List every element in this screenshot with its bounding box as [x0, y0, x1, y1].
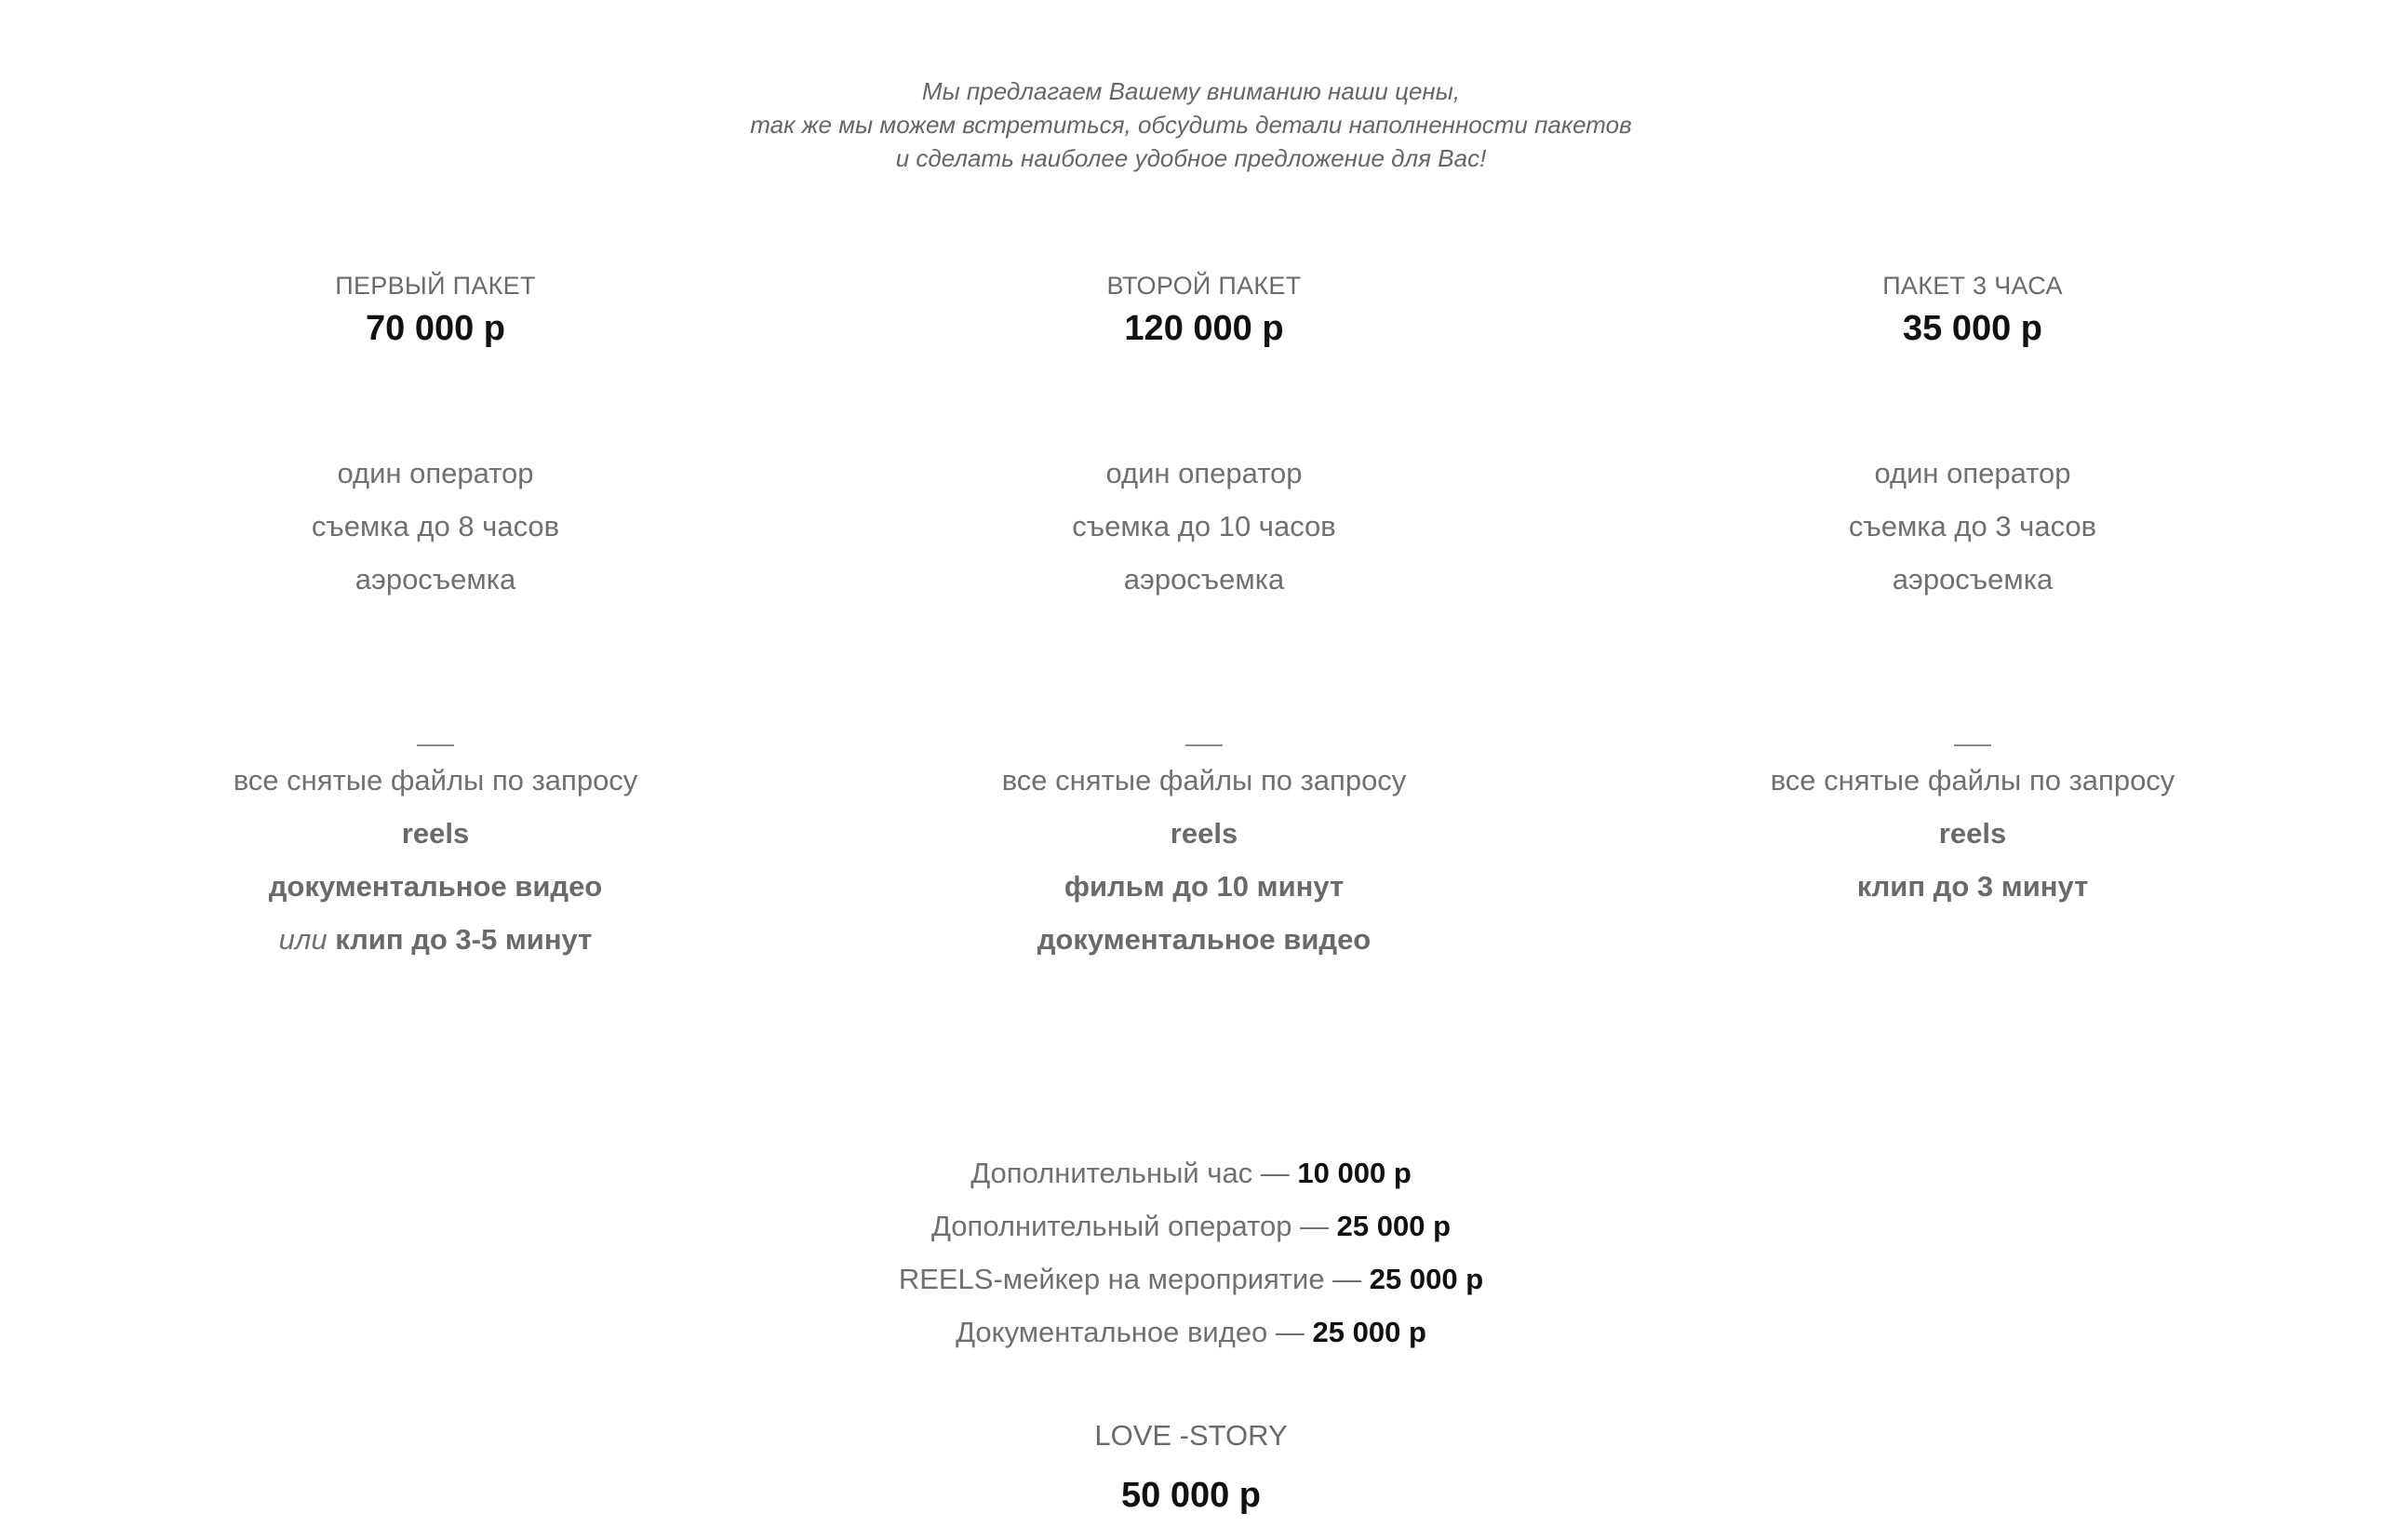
deliverable-item: все снятые файлы по запросу [1770, 764, 2175, 797]
package-price: 120 000 р [1124, 309, 1284, 348]
package-title: ПЕРВЫЙ ПАКЕТ [335, 272, 536, 300]
feature-item: один оператор [337, 457, 534, 489]
extra-row [0, 1306, 2382, 1359]
deliverable-text: клип до 3-5 минут [335, 923, 593, 956]
feature-item: съемка до 10 часов [1072, 510, 1336, 542]
feature-item: аэросъемка [1123, 563, 1285, 596]
package-features [1647, 447, 2298, 606]
intro-text [0, 74, 2382, 175]
package-first [110, 268, 761, 966]
package-deliverables [1647, 754, 2298, 913]
intro-line: так же мы можем встретиться, обсудить детали наполненности пакетов [750, 111, 1632, 139]
extra-label: REELS-мейкер на мероприятие — [898, 1263, 1370, 1295]
extra-label: Дополнительный час — [970, 1157, 1298, 1189]
deliverable-item: все снятые файлы по запросу [1001, 764, 1407, 797]
deliverable-item: документальное видео [1037, 923, 1372, 956]
deliverable-item: документальное видео [268, 870, 603, 903]
deliverable-item: reels [1170, 817, 1238, 850]
package-features [110, 447, 761, 606]
package-features [878, 447, 1530, 606]
love-story-package [0, 1416, 2382, 1517]
deliverable-item: reels [1938, 817, 2007, 850]
deliverable-item-alt [110, 913, 761, 966]
extra-label: Документальное видео — [956, 1316, 1313, 1348]
package-deliverables [110, 754, 761, 966]
extra-row [0, 1199, 2382, 1252]
extra-price: 10 000 р [1297, 1157, 1412, 1189]
deliverable-item: все снятые файлы по запросу [233, 764, 638, 797]
feature-item: аэросъемка [1892, 563, 2054, 596]
extra-price: 25 000 р [1336, 1210, 1452, 1242]
package-second [878, 268, 1530, 966]
section-divider [417, 744, 454, 746]
feature-item: один оператор [1874, 457, 2071, 489]
intro-line: Мы предлагаем Вашему вниманию наши цены, [921, 77, 1461, 105]
section-divider [1185, 744, 1223, 746]
feature-item: съемка до 8 часов [311, 510, 560, 542]
package-title: ВТОРОЙ ПАКЕТ [1106, 272, 1302, 300]
deliverable-item: reels [401, 817, 470, 850]
intro-line: и сделать наиболее удобное предложение для Вас! [895, 144, 1487, 172]
package-price: 70 000 р [366, 309, 505, 348]
extra-price: 25 000 р [1312, 1316, 1426, 1348]
package-title: ПАКЕТ 3 ЧАСА [1882, 272, 2063, 300]
extra-price: 25 000 р [1369, 1263, 1484, 1295]
feature-item: аэросъемка [355, 563, 516, 596]
package-deliverables [878, 754, 1530, 966]
deliverable-item: клип до 3 минут [1856, 870, 2089, 903]
love-story-title: LOVE -STORY [1094, 1419, 1288, 1452]
deliverable-prefix: или [278, 923, 328, 956]
package-price: 35 000 р [1903, 309, 2042, 348]
package-three-hours [1647, 268, 2298, 913]
love-story-price: 50 000 р [1121, 1476, 1261, 1515]
extras-list [0, 1146, 2382, 1359]
extra-row [0, 1252, 2382, 1306]
extra-row [0, 1146, 2382, 1199]
extra-label: Дополнительный оператор — [930, 1210, 1337, 1242]
feature-item: один оператор [1105, 457, 1303, 489]
feature-item: съемка до 3 часов [1848, 510, 2097, 542]
section-divider [1954, 744, 1991, 746]
deliverable-item: фильм до 10 минут [1064, 870, 1345, 903]
